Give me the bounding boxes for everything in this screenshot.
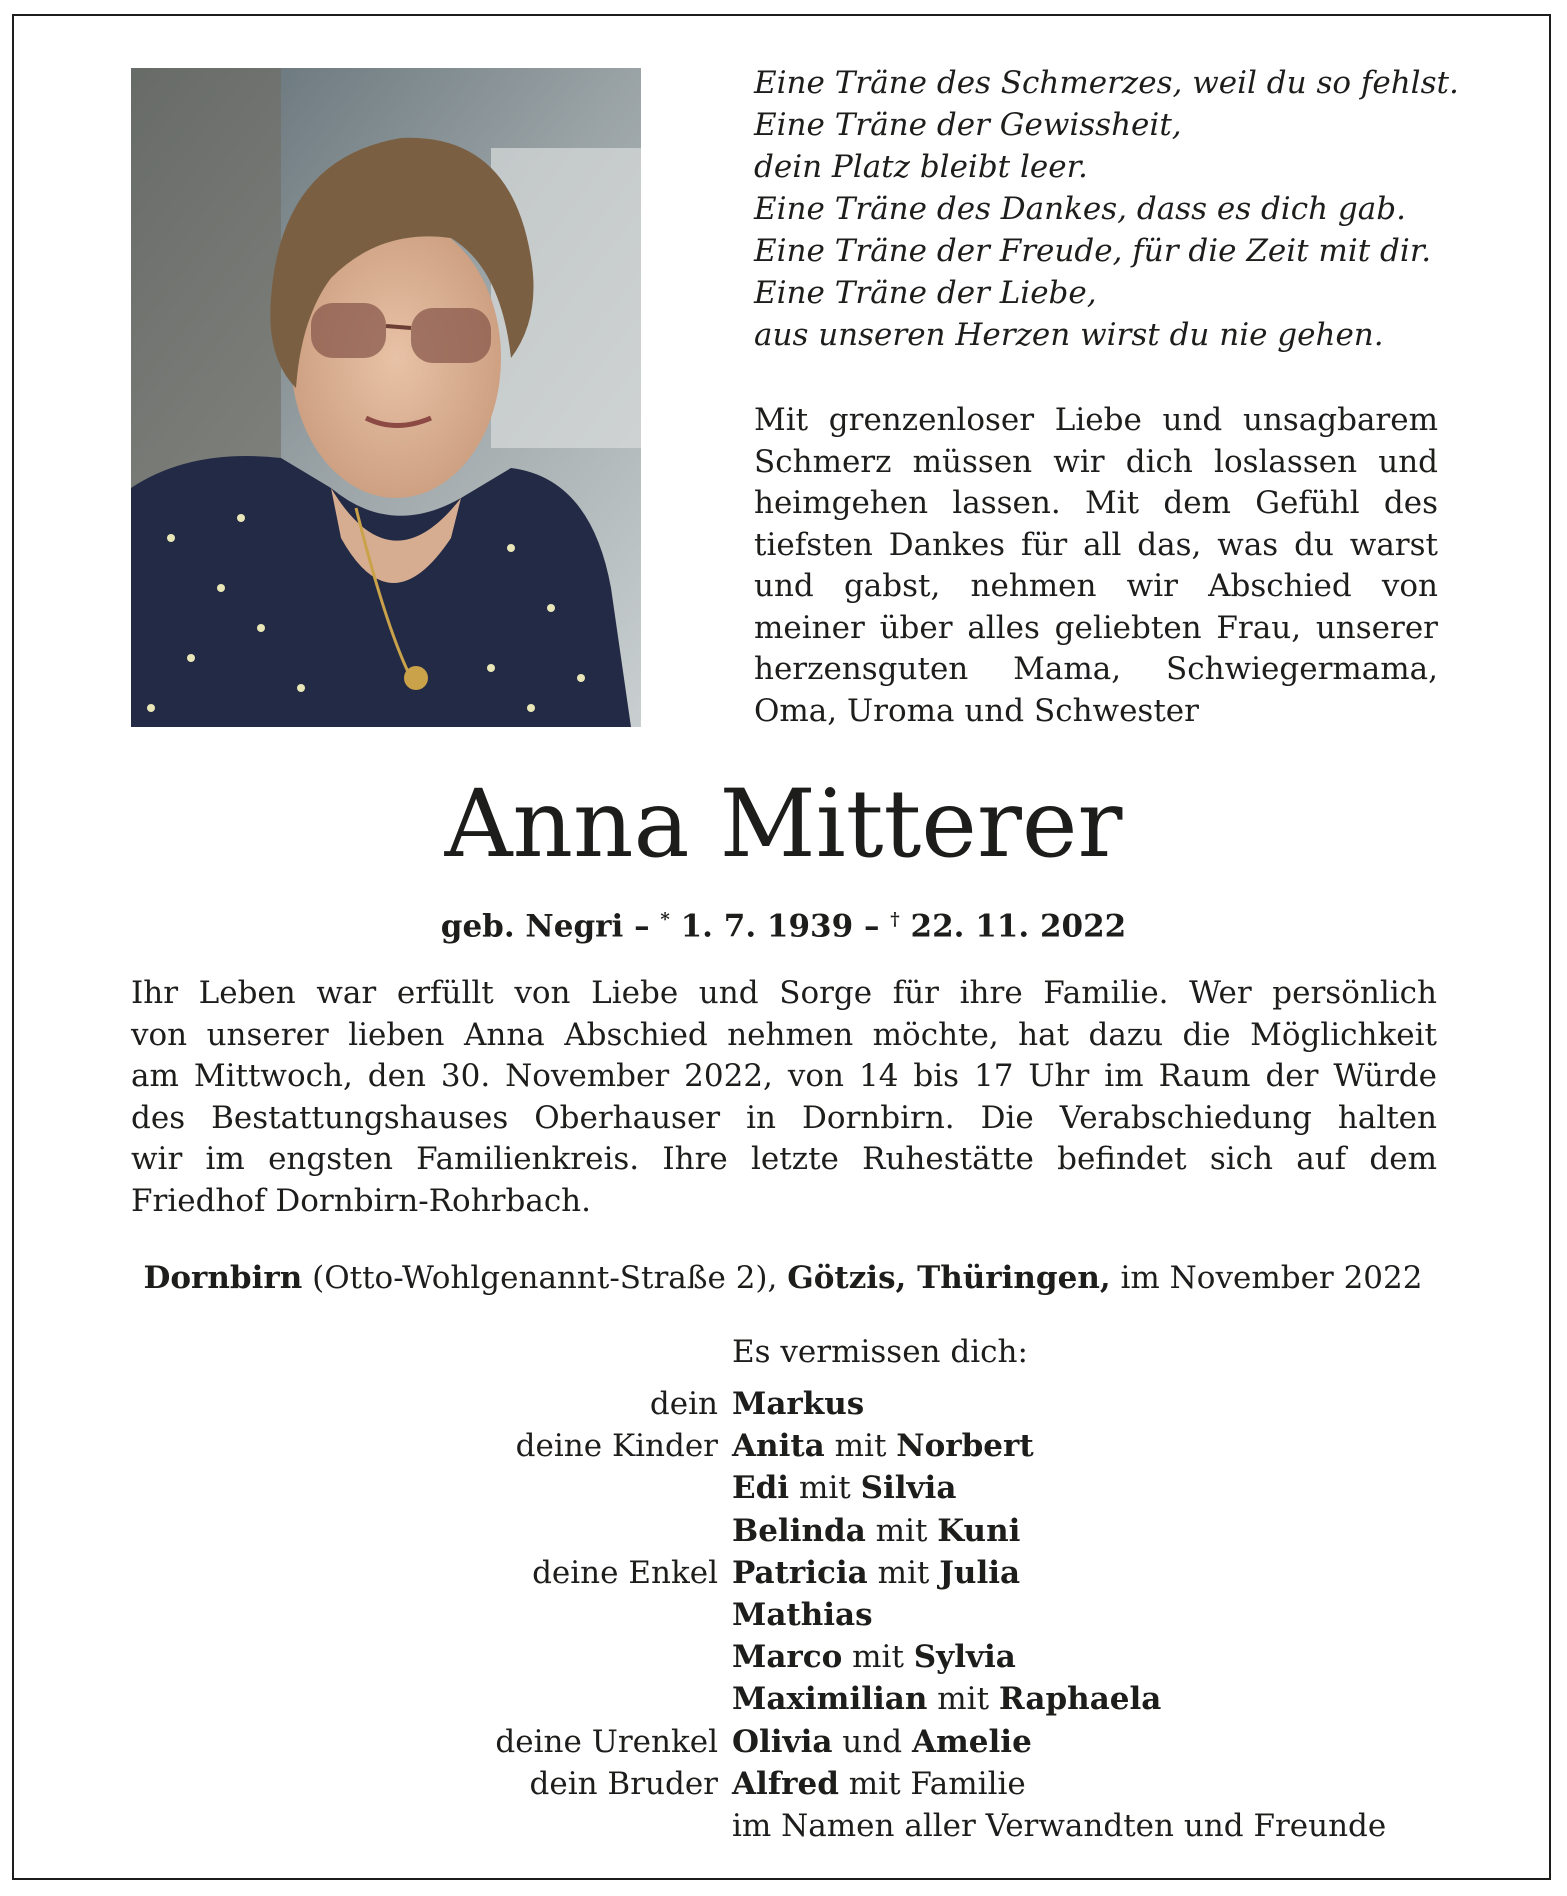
poem [754,62,1474,356]
mourner-name: Mathias [732,1596,873,1633]
mourner-name: Alfred [732,1765,839,1802]
mourner-partner-name: Kuni [937,1512,1021,1549]
poem-line: Eine Träne der Gewissheit, [754,107,1182,143]
body-line: Friedhof Dornbirn-Rohrbach. [131,1182,592,1219]
mourner-row [0,1510,1567,1552]
mourner-names [732,1636,1016,1678]
dash: – [863,908,880,945]
mourner-partner-name: Norbert [896,1428,1034,1465]
mourner-conjunction: mit [834,1428,887,1465]
mourner-row [0,1467,1567,1509]
mourner-names [732,1763,1026,1805]
birth-symbol: * [660,909,670,930]
mourner-name: Markus [732,1386,865,1422]
mourner-name: Marco [732,1639,843,1676]
mourner-conjunction: mit [937,1681,990,1718]
place-address: (Otto-Wohlgenannt-Straße 2), [312,1260,778,1296]
mourner-name: Anita [732,1428,825,1465]
dash: – [634,908,650,945]
intro-line: herzensguten Mama, Schwiegermama, [754,651,1438,687]
mourner-row [0,1805,1567,1847]
mourner-row [0,1763,1567,1805]
poem-line: Eine Träne der Liebe, [754,275,1097,311]
maiden-name: geb. Negri [440,908,624,945]
mourner-partner-name: Sylvia [913,1639,1016,1676]
body-line: Ihr Leben war erfüllt von Liebe und Sorge für ihre Familie. Wer persönlich [131,975,1437,1011]
mourner-row [0,1552,1567,1594]
body-line: des Bestattungshauses Oberhauser in Dornbirn. Die Verabschiedung halten [131,1099,1437,1136]
intro-line: meiner über alles geliebten Frau, unserer [754,609,1438,646]
mourner-partner-name: Raphaela [998,1681,1162,1718]
portrait-photo [131,68,641,727]
mourner-names [732,1721,1032,1763]
mourner-name: Patricia [732,1554,868,1591]
mourner-name: Maximilian [732,1681,928,1718]
poem-line: Eine Träne des Dankes, dass es dich gab. [754,191,1406,227]
body-line: von unserer lieben Anna Abschied nehmen möchte, hat dazu die Möglichkeit [131,1016,1437,1053]
mourner-name: Edi [732,1470,790,1507]
mourner-name: Olivia [732,1723,833,1760]
place-date: im November 2022 [1120,1260,1423,1296]
mourner-row [0,1594,1567,1636]
poem-line: Eine Träne der Freude, für die Zeit mit dir. [754,233,1432,269]
mourner-partner-name: Amelie [911,1723,1032,1760]
mourner-conjunction: mit [877,1554,930,1591]
mourner-conjunction: im Namen aller Verwandten und Freunde [732,1807,1387,1844]
intro-paragraph [754,400,1438,732]
mourner-names [732,1552,1020,1594]
mourner-names [732,1425,1034,1467]
mourner-row [0,1425,1567,1467]
birth-date: 1. 7. 1939 [680,908,854,945]
mourner-relation: dein Bruder [529,1765,718,1802]
intro-line: tiefsten Dankes für all das, was du warst [754,526,1438,563]
mourner-names [732,1805,1386,1847]
mourners-list [0,1383,1567,1847]
mourner-names [732,1594,873,1636]
mourner-relation: deine Kinder [515,1428,718,1465]
mourner-partner-name: Julia [939,1554,1021,1591]
mourners-heading: Es vermissen dich: [732,1334,1028,1370]
mourner-row [0,1721,1567,1763]
farewell-paragraph [131,973,1437,1222]
poem-line: aus unseren Herzen wirst du nie gehen. [754,317,1384,353]
intro-line: Oma, Uroma und Schwester [754,692,1199,729]
poem-line: Eine Träne des Schmerzes, weil du so fehlst. [754,65,1459,101]
place-cities: Götzis, Thüringen, [787,1260,1111,1296]
mourner-partner-name: Silvia [860,1470,957,1507]
mourner-name: Belinda [732,1512,866,1549]
mourner-conjunction: und [842,1723,903,1760]
death-symbol: † [890,909,900,930]
poem-line: dein Platz bleibt leer. [754,149,1088,185]
mourner-relation: dein [649,1386,718,1422]
intro-line: und gabst, nehmen wir Abschied von [754,568,1438,604]
mourner-conjunction: mit [798,1470,851,1507]
mourner-row [0,1636,1567,1678]
mourner-relation: deine Urenkel [495,1723,718,1760]
mourner-names [732,1678,1161,1720]
intro-line: heimgehen lassen. Mit dem Gefühl des [754,485,1438,521]
body-line: wir im engsten Familienkreis. Ihre letzte Ruhestätte befindet sich auf dem [131,1141,1437,1177]
intro-line: Schmerz müssen wir dich loslassen und [754,443,1438,480]
mourner-names [732,1467,956,1509]
mourner-names [732,1383,864,1425]
mourner-conjunction: mit [852,1639,904,1676]
life-dates [0,898,1567,948]
place-city: Dornbirn [143,1260,303,1296]
deceased-name: Anna Mitterer [444,770,1123,879]
death-date: 22. 11. 2022 [910,908,1127,945]
mourner-relation: deine Enkel [532,1554,718,1591]
mourner-row [0,1383,1567,1425]
mourner-names [732,1510,1020,1552]
mourner-conjunction: mit [875,1512,928,1549]
intro-line: Mit grenzenloser Liebe und unsagbarem [754,402,1438,438]
place-and-date [118,1256,1448,1300]
mourner-row [0,1678,1567,1720]
mourner-conjunction: mit Familie [848,1765,1026,1802]
body-line: am Mittwoch, den 30. November 2022, von 14 bis 17 Uhr im Raum der Würde [131,1058,1437,1094]
